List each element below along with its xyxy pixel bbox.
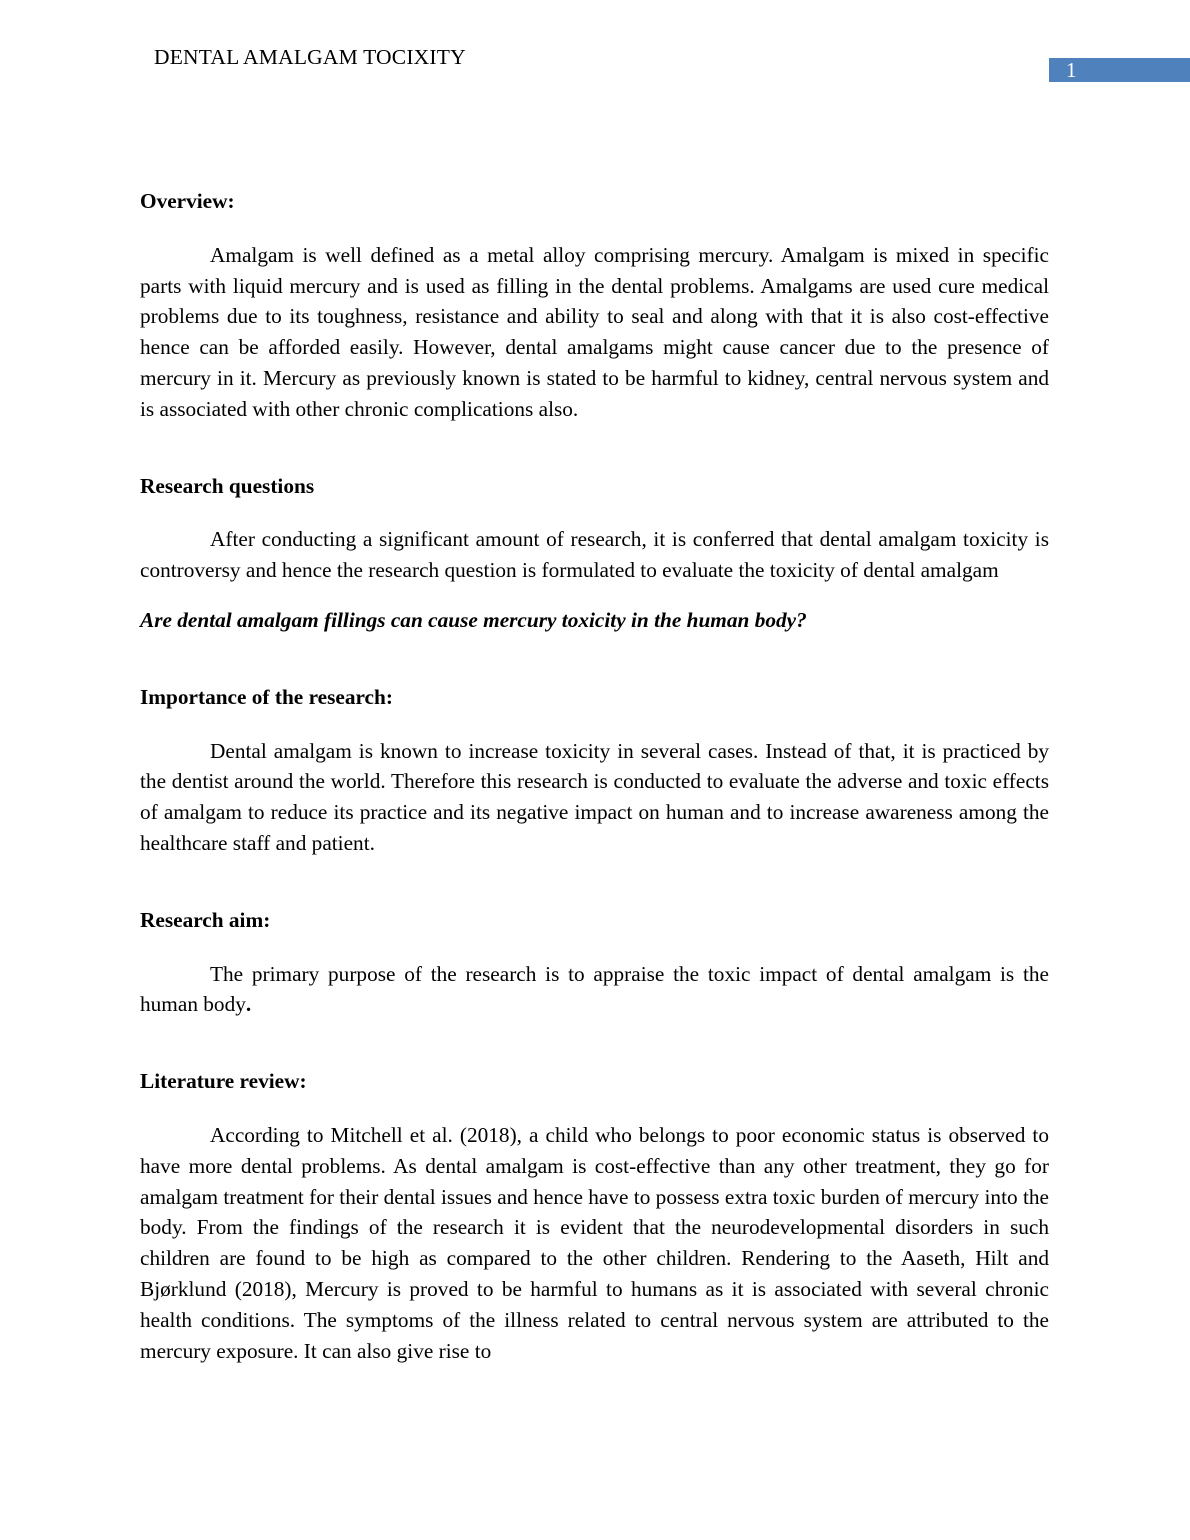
importance-paragraph: Dental amalgam is known to increase toxicity in several cases. Instead of that, it is practiced by the dentist around the world. Therefore this research is conducted to evaluate the adverse and toxic effects of amalgam to reduce its practice and its negative impact on human and to increase awareness among the healthcare staff and patient. <box>140 738 1049 855</box>
page-number: 1 <box>1066 58 1077 82</box>
aim-period: . <box>245 992 252 1017</box>
research-questions-paragraph: After conducting a significant amount of research, it is conferred that dental amalgam toxicity is controversy and hence the research question is formulated to evaluate the toxicity of dental amalgam <box>140 527 1049 583</box>
overview-heading: Overview: <box>140 189 235 213</box>
aim-heading: Research aim: <box>140 907 271 932</box>
research-question: Are dental amalgam fillings can cause mercury toxicity in the human body? <box>140 607 807 632</box>
section-gap <box>140 859 1049 905</box>
research-questions-heading: Research questions <box>140 473 315 498</box>
section-gap <box>140 636 1049 682</box>
document-body <box>140 186 1049 1366</box>
literature-heading: Literature review: <box>140 1069 307 1094</box>
aim-text: The primary purpose of the research is to appraise the toxic impact of dental amalgam is the human body <box>140 961 1049 1017</box>
section-gap <box>140 1020 1049 1066</box>
importance-heading: Importance of the research: <box>140 684 393 709</box>
overview-paragraph: Amalgam is well defined as a metal alloy comprising mercury. Amalgam is mixed in specific parts with liquid mercury and is used as filling in the dental problems. Amalgams are used cure medical problems due to its toughness, resistance and ability to seal and along with that it is also cost-effective hence can be afforded easily. However, dental amalgams might cause cancer due to the presence of mercury in it. Mercury as previously known is stated to be harmful to kidney, central nervous system and is associated with other chronic complications also. <box>140 242 1049 421</box>
section-gap <box>140 425 1049 471</box>
literature-paragraph: According to Mitchell et al. (2018), a child who belongs to poor economic status is observed to have more dental problems. As dental amalgam is cost-effective than any other treatment, they go for amalgam treatment for their dental issues and hence have to possess extra toxic burden of mercury into the body. From the findings of the research it is evident that the neurodevelopmental disorders in such children are found to be high as compared to the other children. Rendering to the Aaseth, Hilt and Bjørklund (2018), Mercury is proved to be harmful to humans as it is associated with several chronic health conditions. The symptoms of the illness related to central nervous system are attributed to the mercury exposure. It can also give rise to <box>140 1122 1049 1363</box>
aim-paragraph <box>140 959 1049 1021</box>
running-head: DENTAL AMALGAM TOCIXITY <box>154 45 466 69</box>
